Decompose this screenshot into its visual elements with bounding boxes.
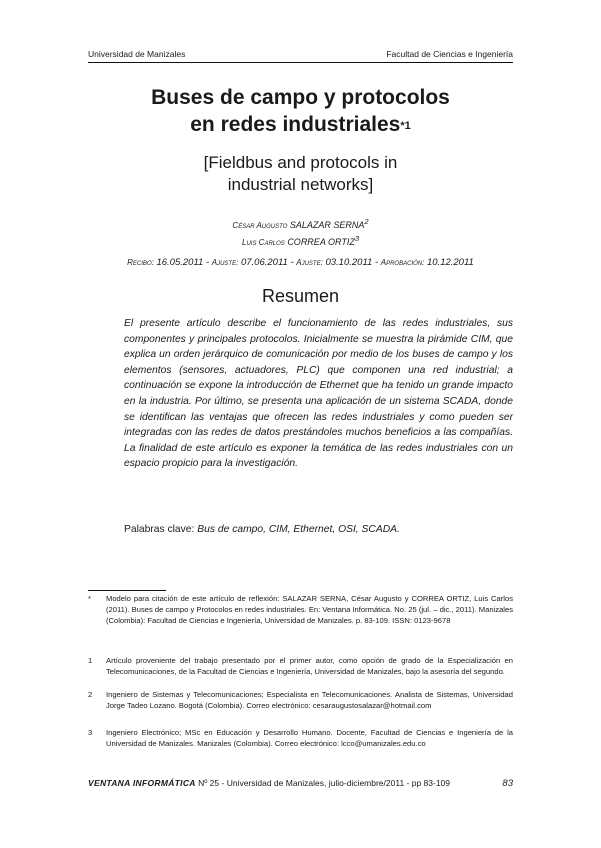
footnote-citation: * Modelo para citación de este artículo de reflexión: SALAZAR SERNA, César Augusto y CORREA ORTIZ, Luis Carlos (2011). Buses de campo y Protocolos en redes industriales. En: Ventana Informática. No. 25 (jul. – dic., 2011). Manizales (Colombia): Facultad de Ciencias e Ingeniería, Universidad de Manizales. p. 83-109. ISSN: 0123-9678 bbox=[88, 594, 513, 626]
running-header bbox=[88, 49, 513, 59]
subtitle-line-2: industrial networks] bbox=[227, 175, 374, 194]
author-1: César Augusto SALAZAR SERNA$^2$ bbox=[232, 217, 369, 230]
page-footer bbox=[88, 778, 513, 789]
footer-citation: VENTANA INFORMÁTICA Nº 25 - Universidad de Manizales, julio-diciembre/2011 - pp 83-109 bbox=[88, 778, 451, 788]
header-rule bbox=[88, 62, 513, 63]
abstract-heading: Resumen bbox=[261, 286, 340, 306]
journal-name: VENTANA INFORMÁTICA bbox=[88, 778, 196, 788]
title-footnote-marks: *1 bbox=[400, 120, 411, 132]
abstract-body: El presente artículo describe el funcionamiento de las redes industriales, sus componentes y principales protocolos. Inicialmente se muestra la pirámide CIM, que explica un orden jerárquico de comunicación por medio de los buses de campo y los elementos (sensores, actuadores, PLC) que componen una red industrial; a continuación se expone la introducción de Ethernet que ha tenido un grande impacto en la industria. Por último, se presenta una aplicación de un sistema SCADA, donde se identifican las ventajas que ofrecen las redes industriales y como pueden ser integradas con las redes de datos prestándoles muchos beneficios a las compañías. La finalidad de este artículo es exponer la temática de las redes industriales con un espacio propicio para la investigación. bbox=[124, 318, 513, 470]
english-title bbox=[88, 152, 513, 196]
paper-title bbox=[88, 84, 513, 138]
title-line-1: Buses de campo y protocolos bbox=[151, 86, 450, 109]
header-left: Universidad de Manizales bbox=[88, 49, 186, 59]
submission-dates: Recibo: 16.05.2011 - Ajuste: 07.06.2011 - Ajuste: 03.10.2011 - Aprobación: 10.12.2011 bbox=[127, 257, 474, 268]
keywords: Palabras clave: Bus de campo, CIM, Ethernet, OSI, SCADA. bbox=[124, 524, 400, 535]
page-number: 83 bbox=[502, 778, 513, 789]
header-right: Facultad de Ciencias e Ingeniería bbox=[386, 49, 513, 59]
author-list bbox=[88, 215, 513, 249]
footnote-3: 3 Ingeniero Electrónico; MSc en Educación y Desarrollo Humano. Docente, Facultad de Ciencias e Ingeniería de la Universidad de Manizales. Manizales (Colombia). Correo electrónico: lcco@umanizales.edu.co bbox=[88, 728, 513, 749]
author-2: Luis Carlos CORREA ORTIZ$^3$ bbox=[242, 234, 359, 247]
footnote-2: 2 Ingeniero de Sistemas y Telecomunicaciones; Especialista en Telecomunicaciones. Analista de Sistemas, Universidad Jorge Tadeo Lozano. Bogotá (Colombia). Correo electrónico: cesaraugustosalazar@hotmail.com bbox=[88, 690, 513, 711]
title-line-2: en redes industriales$^{*1}$ bbox=[190, 113, 411, 136]
footnote-rule bbox=[88, 590, 166, 591]
subtitle-line-1: [Fieldbus and protocols in bbox=[203, 153, 398, 172]
footnote-1: 1 Artículo proveniente del trabajo presentado por el primer autor, como opción de grado de la Especialización en Telecomunicaciones, de la Facultad de Ciencias e Ingeniería, Universidad de Manizales, bajo la asesoría del segundo. bbox=[88, 656, 513, 677]
